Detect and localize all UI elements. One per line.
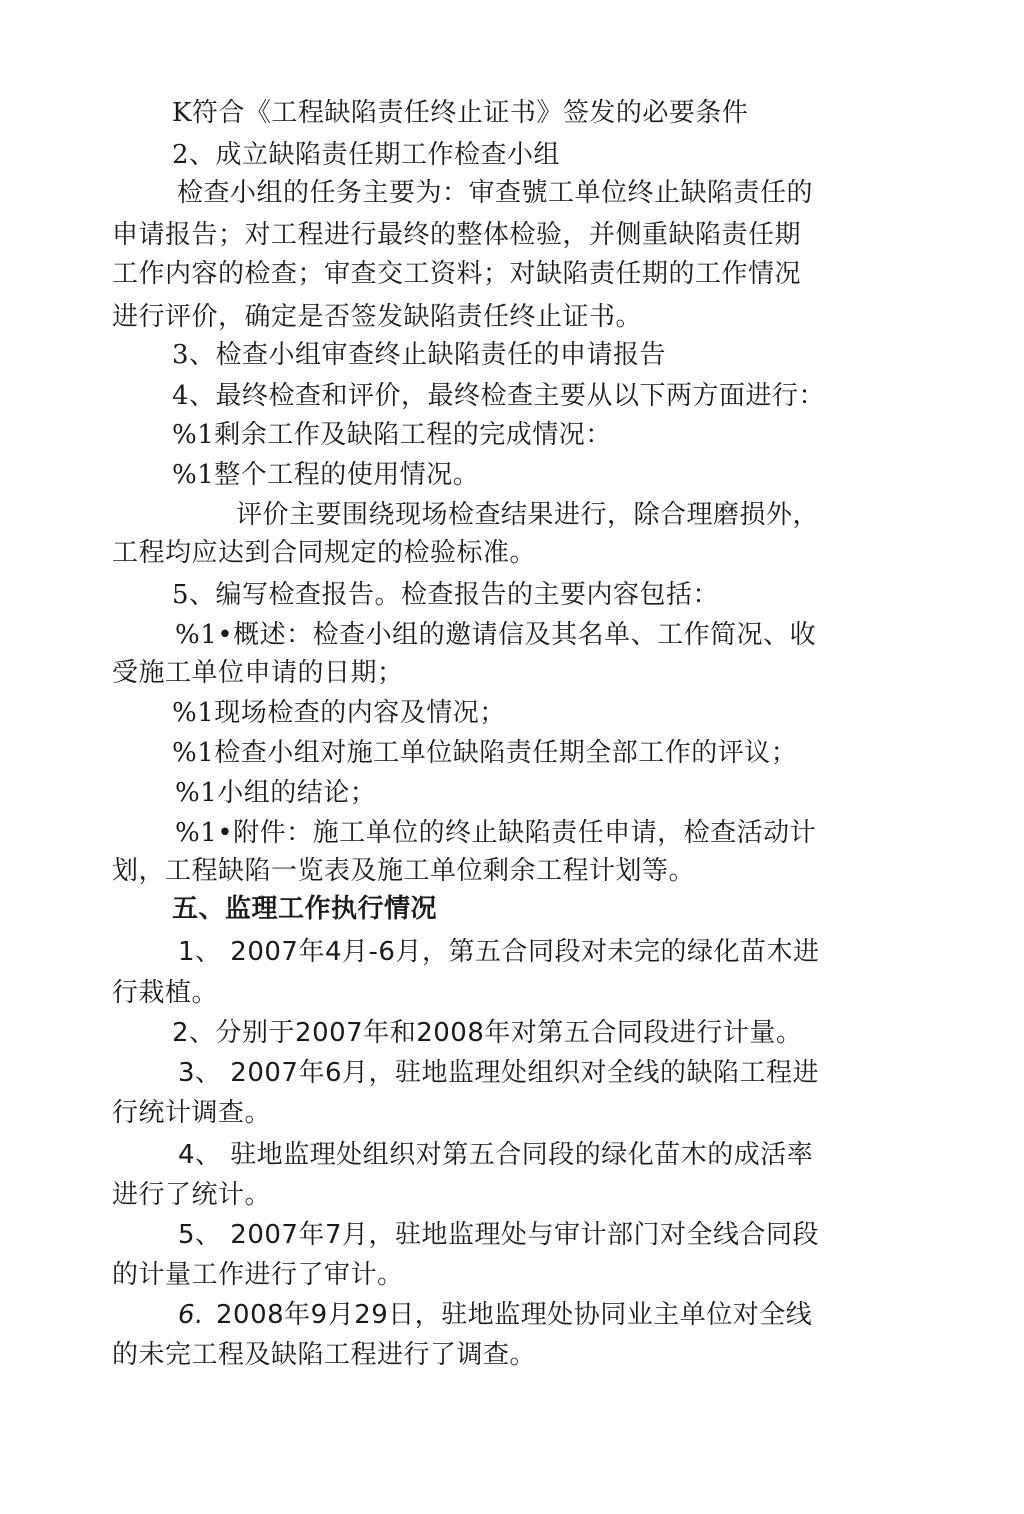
text-line: 进行了统计。 xyxy=(112,1180,272,1210)
list-item: %1整个工程的使用情况。 xyxy=(172,460,480,490)
text-line: 3、 2007年6月，驻地监理处组织对全线的缺陷工程进 xyxy=(178,1058,820,1088)
text-line: 的计量工作进行了审计。 xyxy=(112,1260,404,1290)
list-item: %1检查小组对施工单位缺陷责任期全部工作的评议； xyxy=(172,738,798,768)
list-item: %1•附件：施工单位的终止缺陷责任申请，检查活动计 xyxy=(175,818,817,848)
text-line: 2、分别于2007年和2008年对第五合同段进行计量。 xyxy=(172,1018,803,1048)
text-line: 1、 2007年4月-6月，第五合同段对未完的绿化苗木进 xyxy=(178,937,820,967)
text-line: 受施工单位申请的日期； xyxy=(112,658,404,688)
text-line: 评价主要围绕现场检查结果进行，除合理磨损外， xyxy=(236,500,820,530)
text-line: 5、 2007年7月，驻地监理处与审计部门对全线合同段 xyxy=(178,1220,820,1250)
list-item: %1剩余工作及缺陷工程的完成情况： xyxy=(172,420,612,450)
list-item: %1现场检查的内容及情况； xyxy=(172,698,506,728)
text-line: 3、检查小组审查终止缺陷责任的申请报告 xyxy=(172,340,667,370)
list-number: 6. xyxy=(178,1300,204,1330)
text-line: 申请报告；对工程进行最终的整体检验，并侧重缺陷责任期 xyxy=(112,220,802,250)
text-line: 2、成立缺陷责任期工作检查小组 xyxy=(172,140,561,170)
text-line: 的未完工程及缺陷工程进行了调查。 xyxy=(112,1340,537,1370)
list-item: %1小组的结论； xyxy=(175,778,377,808)
text-line: 工程均应达到合同规定的检验标准。 xyxy=(112,538,537,568)
text-line: 5、编写检查报告。检查报告的主要内容包括： xyxy=(172,580,720,610)
text-line: 4、最终检查和评价，最终检查主要从以下两方面进行： xyxy=(172,381,826,411)
text-line: K符合《工程缺陷责任终止证书》签发的必要条件 xyxy=(172,98,749,128)
text-line: 工作内容的检查；审查交工资料；对缺陷责任期的工作情况 xyxy=(112,259,802,289)
text-line: 检查小组的任务主要为：审查號工单位终止缺陷责任的 xyxy=(177,178,814,208)
text-line: 行统计调查。 xyxy=(112,1098,272,1128)
list-item: %1•概述：检查小组的邀请信及其名单、工作简况、收 xyxy=(175,620,817,650)
text-line: 进行评价，确定是否签发缺陷责任终止证书。 xyxy=(112,302,643,332)
text-line: 行栽植。 xyxy=(112,978,219,1008)
section-heading: 五、监理工作执行情况 xyxy=(172,894,438,924)
text-line: 2008年9月29日，驻地监理处协同业主单位对全线 xyxy=(216,1300,813,1330)
text-line: 4、 驻地监理处组织对第五合同段的绿化苗木的成活率 xyxy=(178,1140,814,1170)
text-line: 划，工程缺陷一览表及施工单位剩余工程计划等。 xyxy=(112,856,696,886)
